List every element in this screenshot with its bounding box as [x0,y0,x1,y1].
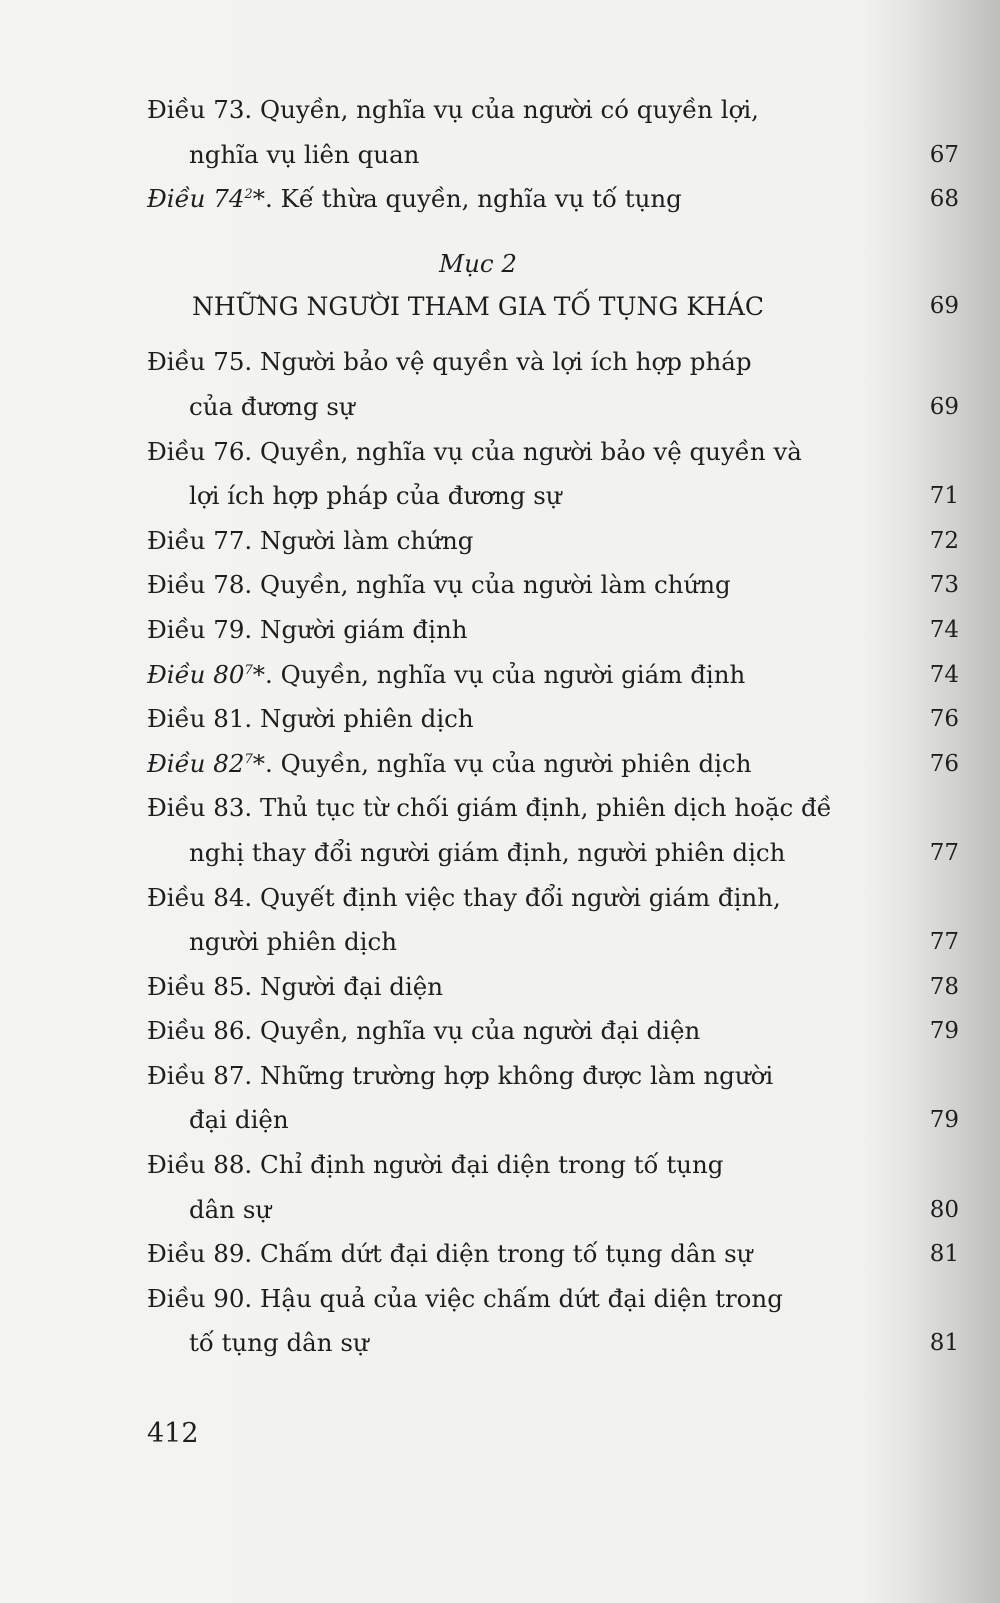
article-superscript: 7 [244,751,253,767]
toc-entry [147,965,959,1010]
article-label: Điều 74 [147,184,245,214]
article-label: Điều 82 [147,748,245,778]
article-label: Điều 85. [147,971,253,1001]
entry-line [147,1321,959,1366]
toc-entry [147,177,959,222]
toc-entry [147,697,959,742]
article-title-text: Quyền, nghĩa vụ của người có quyền lợi, [260,95,759,124]
entry-line: Điều $74^2*$. Kế thừa quyền, nghĩa vụ tố tụng 68 [147,177,959,222]
section-title [147,286,959,327]
toc-entry [147,876,959,965]
entry-line [147,1232,959,1277]
article-title-text: nghị thay đổi người giám định, người phiên dịch [189,837,786,867]
table-of-contents [147,88,959,1366]
article-title-text: dân sự [189,1194,272,1224]
entry-page-number: 78 [929,973,959,1000]
article-title-text: Người bảo vệ quyền và lợi ích hợp pháp [260,347,752,377]
article-label: Điều 79. [147,614,253,644]
article-title-text: Chấm dứt đại diện trong tố tụng dân sự [260,1239,753,1269]
entry-line: Điều $80^7*$. Quyền, nghĩa vụ của người giám định 74 [147,653,959,698]
entry-page-number: 74 [929,661,959,688]
entry-line [147,1188,959,1233]
toc-entry [147,1232,959,1277]
entry-line [147,608,959,653]
entry-line: Điều $82^7*$. Quyền, nghĩa vụ của người phiên dịch 76 [147,742,959,787]
toc-entry [147,786,959,875]
article-label: Điều 88. [147,1150,253,1180]
entry-line [147,697,959,742]
toc-entry [147,653,959,698]
entry-line [147,1009,959,1054]
entry-page-number: 73 [929,572,959,599]
article-title-text: Quyền, nghĩa vụ của người giám định [280,659,746,689]
article-title-text: Người giám định [260,614,468,644]
article-label: Điều 84. [147,882,253,912]
article-title-text: Quyền, nghĩa vụ của người phiên dịch [280,748,752,778]
entry-line [147,1277,959,1322]
entry-line [147,133,959,178]
article-label: Điều 86. [147,1016,253,1046]
article-title-text: Quyết định việc thay đổi người giám định, [260,882,781,912]
entry-page-number: 68 [929,186,959,213]
entry-page-number: 69 [929,393,959,420]
entry-page-number: 81 [929,1241,959,1268]
toc-entry [147,563,959,608]
entry-page-number: 74 [929,616,959,643]
article-superscript: 2 [244,187,253,203]
article-label: Điều 78. [147,570,253,600]
entry-line [147,340,959,385]
article-title-text: Người làm chứng [260,525,474,555]
article-title-text: Quyền, nghĩa vụ của người bảo vệ quyền và [260,436,802,466]
entry-line [147,1054,959,1099]
toc-section [147,242,959,328]
article-superscript: 7 [244,662,253,678]
toc-entry [147,340,959,429]
entry-page-number: 79 [929,1018,959,1045]
article-mark: * [252,659,265,689]
entry-page-number: 67 [929,141,959,168]
article-title-text: của đương sự [189,391,355,421]
entry-page-number: 81 [929,1330,959,1357]
entry-line [147,88,959,133]
article-label: Điều 80 [147,659,245,689]
entry-line [147,965,959,1010]
article-title-text: nghĩa vụ liên quan [189,139,420,169]
entry-line [147,430,959,475]
entry-page-number: 79 [929,1107,959,1134]
article-title-text: Kế thừa quyền, nghĩa vụ tố tụng [280,184,682,214]
toc-entry [147,1054,959,1143]
entry-line [147,786,959,831]
article-title-text: người phiên dịch [189,927,397,957]
article-mark: * [252,184,265,214]
article-label: Điều 75. [147,347,253,377]
entry-line [147,1098,959,1143]
section-title-text: NHỮNG NGƯỜI THAM GIA TỐ TỤNG KHÁC [192,292,765,322]
article-title-text: đại diện [189,1105,289,1135]
article-title-text: lợi ích hợp pháp của đương sự [189,481,562,511]
article-title-text: Quyền, nghĩa vụ của người làm chứng [260,570,731,600]
entry-page-number: 77 [929,839,959,866]
entry-line [147,1143,959,1188]
entry-line [147,920,959,965]
toc-entry [147,1143,959,1232]
section-label: Mục 2 [439,248,517,278]
article-label: Điều 89. [147,1239,253,1269]
article-title-text: Những trường hợp không được làm người [260,1060,774,1090]
article-title-text: Hậu quả của việc chấm dứt đại diện trong [260,1283,783,1313]
article-label: Điều 83. [147,793,253,823]
entry-line [147,563,959,608]
article-label: Điều 87. [147,1060,253,1090]
article-label: Điều 90. [147,1283,253,1313]
article-title-text: Chỉ định người đại diện trong tố tụng [260,1150,724,1180]
toc-entry [147,608,959,653]
entry-page-number: 77 [929,929,959,956]
entry-line [147,385,959,430]
toc-entry [147,1277,959,1366]
toc-entry [147,742,959,787]
page-number: 412 [147,1418,199,1449]
article-title-text: Thủ tục từ chối giám định, phiên dịch hoặc đề [260,793,832,823]
entry-page-number: 69 [929,293,959,320]
article-title-text: Quyền, nghĩa vụ của người đại diện [260,1016,701,1046]
article-label: Điều 77. [147,525,253,555]
entry-page-number: 72 [929,527,959,554]
entry-page-number: 71 [929,483,959,510]
entry-page-number: 76 [929,750,959,777]
entry-page-number: 80 [929,1196,959,1223]
entry-line [147,876,959,921]
toc-entry [147,519,959,564]
entry-line [147,519,959,564]
article-title-text: Người phiên dịch [260,704,474,734]
article-title-text: Người đại diện [260,971,443,1001]
toc-entry [147,430,959,519]
entry-line [147,831,959,876]
article-label: Điều 76. [147,436,253,466]
article-label: Điều 81. [147,704,253,734]
entry-line [147,474,959,519]
toc-entry [147,1009,959,1054]
article-mark: * [252,748,265,778]
article-label: Điều 73. [147,95,253,124]
entry-page-number: 76 [929,706,959,733]
toc-entry [147,88,959,177]
article-title-text: tố tụng dân sự [189,1328,369,1358]
